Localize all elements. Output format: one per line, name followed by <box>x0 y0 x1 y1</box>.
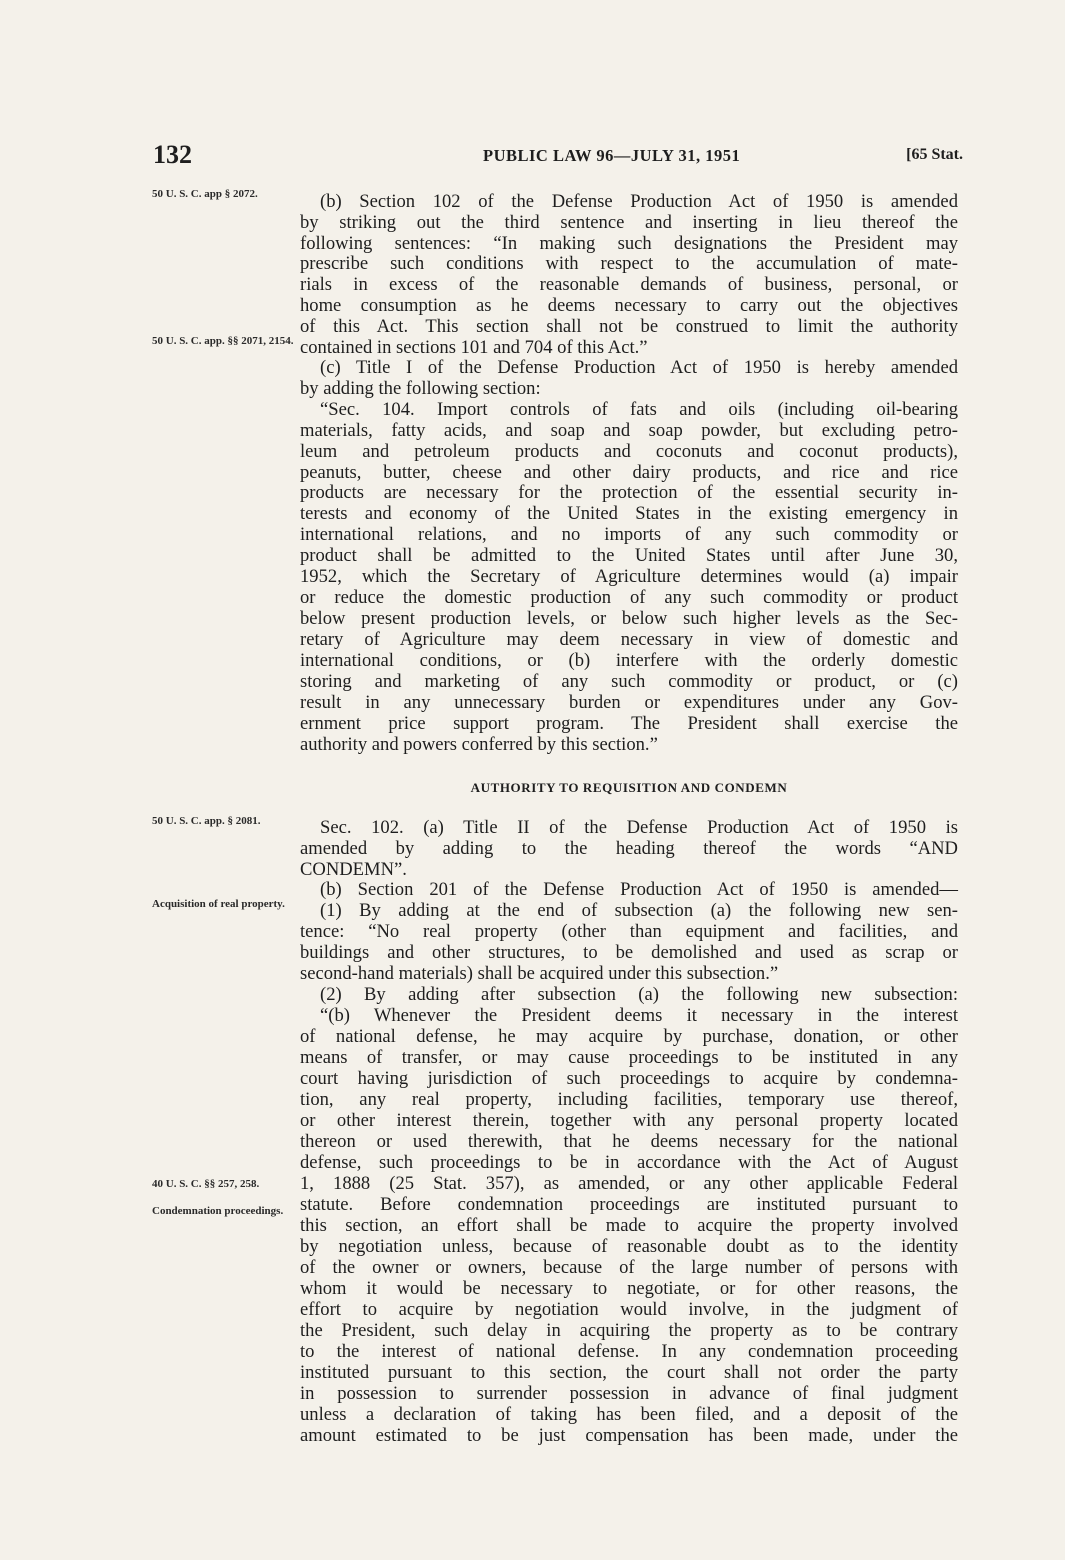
text-line: ernment price support program. The President shall exercise the <box>300 713 958 734</box>
text-line: “(b) Whenever the President deems it necessary in the interest <box>320 1005 958 1026</box>
text-line: international conditions, or (b) interfere with the orderly domestic <box>300 650 958 671</box>
text-line: to the interest of national defense. In any condemnation proceeding <box>300 1341 958 1362</box>
page-number: 132 <box>153 140 192 169</box>
statute-reference: [65 Stat. <box>906 146 963 163</box>
margin-note: Condemnation proceedings. <box>152 1205 284 1217</box>
page-header <box>153 140 963 176</box>
text-line: effort to acquire by negotiation would involve, in the judgment of <box>300 1299 958 1320</box>
text-line: amended by adding to the heading thereof the words “AND <box>300 838 958 859</box>
running-title: PUBLIC LAW 96—JULY 31, 1951 <box>483 146 741 165</box>
text-line: by negotiation unless, because of reasonable doubt as to the identity <box>300 1236 958 1257</box>
text-line: of national defense, he may acquire by purchase, donation, or other <box>300 1026 958 1047</box>
text-line: 1, 1888 (25 Stat. 357), as amended, or any other applicable Federal <box>300 1173 958 1194</box>
text-line: statute. Before condemnation proceedings are instituted pursuant to <box>300 1194 958 1215</box>
text-line: amount estimated to be just compensation has been made, under the <box>300 1425 958 1446</box>
text-line: instituted pursuant to this section, the court shall not order the party <box>300 1362 958 1383</box>
text-line: rials in excess of the reasonable demands of business, personal, or <box>300 274 958 295</box>
text-line: terests and economy of the United States in the existing emergency in <box>300 503 958 524</box>
text-line: (2) By adding after subsection (a) the following new subsection: <box>320 984 958 1005</box>
text-line: product shall be admitted to the United States until after June 30, <box>300 545 958 566</box>
margin-note: 50 U. S. C. app. §§ 2071, 2154. <box>152 335 294 347</box>
text-line: international relations, and no imports of any such commodity or <box>300 524 958 545</box>
text-line: storing and marketing of any such commodity or product, or (c) <box>300 671 958 692</box>
text-line: thereon or used therewith, that he deems necessary for the national <box>300 1131 958 1152</box>
margin-note: 50 U. S. C. app. § 2081. <box>152 815 261 827</box>
margin-note: 50 U. S. C. app § 2072. <box>152 188 258 200</box>
text-line: of the owner or owners, because of the large number of persons with <box>300 1257 958 1278</box>
text-line: (c) Title I of the Defense Production Act of 1950 is hereby amended <box>320 357 958 378</box>
text-line: prescribe such conditions with respect to the accumulation of mate- <box>300 253 958 274</box>
text-line: (1) By adding at the end of subsection (a) the following new sen- <box>320 900 958 921</box>
text-line: or reduce the domestic production of any such commodity or product <box>300 587 958 608</box>
text-line: the President, such delay in acquiring the property as to be contrary <box>300 1320 958 1341</box>
section-heading: AUTHORITY TO REQUISITION AND CONDEMN <box>470 780 788 795</box>
text-line: below present production levels, or below such higher levels as the Sec- <box>300 608 958 629</box>
text-line: or other interest therein, together with any personal property located <box>300 1110 958 1131</box>
text-line: by striking out the third sentence and inserting in lieu thereof the <box>300 212 958 233</box>
text-line: in possession to surrender possession in advance of final judgment <box>300 1383 958 1404</box>
text-line: retary of Agriculture may deem necessary in view of domestic and <box>300 629 958 650</box>
text-line: this section, an effort shall be made to acquire the property involved <box>300 1215 958 1236</box>
margin-note: 40 U. S. C. §§ 257, 258. <box>152 1178 260 1190</box>
text-line: of this Act. This section shall not be construed to limit the authority <box>300 316 958 337</box>
text-line: means of transfer, or may cause proceedings to be instituted in any <box>300 1047 958 1068</box>
margin-note: Acquisition of real property. <box>152 898 285 910</box>
text-line: leum and petroleum products and coconuts and coconut products), <box>300 441 958 462</box>
text-line: “Sec. 104. Import controls of fats and oils (including oil-bearing <box>320 399 958 420</box>
text-line: result in any unnecessary burden or expenditures under any Gov- <box>300 692 958 713</box>
text-line: Sec. 102. (a) Title II of the Defense Production Act of 1950 is <box>320 817 958 838</box>
text-line: materials, fatty acids, and soap and soap powder, but excluding petro- <box>300 420 958 441</box>
text-line: products are necessary for the protection of the essential security in- <box>300 482 958 503</box>
text-line: unless a declaration of taking has been filed, and a deposit of the <box>300 1404 958 1425</box>
text-line: second-hand materials) shall be acquired under this subsection.” <box>300 963 779 984</box>
text-line: court having jurisdiction of such proceedings to acquire by condemna- <box>300 1068 958 1089</box>
text-line: buildings and other structures, to be demolished and used as scrap or <box>300 942 958 963</box>
text-line: by adding the following section: <box>300 378 541 399</box>
text-line: defense, such proceedings to be in accordance with the Act of August <box>300 1152 958 1173</box>
text-line: tence: “No real property (other than equipment and facilities, and <box>300 921 958 942</box>
text-line: (b) Section 201 of the Defense Production Act of 1950 is amended— <box>320 879 958 900</box>
text-line: home consumption as he deems necessary to carry out the objectives <box>300 295 958 316</box>
text-line: (b) Section 102 of the Defense Production Act of 1950 is amended <box>320 191 958 212</box>
text-line: 1952, which the Secretary of Agriculture determines would (a) impair <box>300 566 958 587</box>
text-line: tion, any real property, including facilities, temporary use thereof, <box>300 1089 958 1110</box>
text-line: CONDEMN”. <box>300 859 407 880</box>
text-line: following sentences: “In making such designations the President may <box>300 233 958 254</box>
text-line: authority and powers conferred by this section.” <box>300 734 658 755</box>
text-line: whom it would be necessary to negotiate, or for other reasons, the <box>300 1278 958 1299</box>
text-line: peanuts, butter, cheese and other dairy products, and rice and rice <box>300 462 958 483</box>
text-line: contained in sections 101 and 704 of this Act.” <box>300 337 648 358</box>
